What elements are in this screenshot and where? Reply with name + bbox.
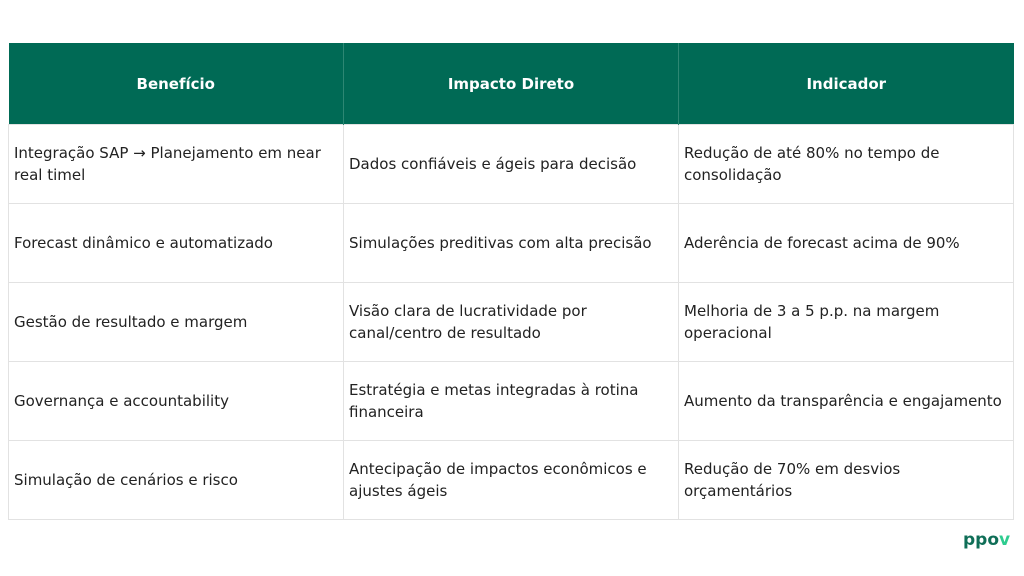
header-row — [9, 43, 1014, 125]
table-cell: Governança e accountability — [9, 362, 344, 441]
header-impacto: Impacto Direto — [344, 43, 679, 125]
benefits-table — [8, 43, 1014, 520]
table-cell: Redução de 70% em desvios orçamentários — [679, 441, 1014, 520]
table-cell: Aumento da transparência e engajamento — [679, 362, 1014, 441]
table-cell: Forecast dinâmico e automatizado — [9, 204, 344, 283]
table-cell: Simulações preditivas com alta precisão — [344, 204, 679, 283]
table-row — [9, 283, 1014, 362]
table-row — [9, 362, 1014, 441]
table-cell: Melhoria de 3 a 5 p.p. na margem operacional — [679, 283, 1014, 362]
table-row — [9, 125, 1014, 204]
table-cell: Aderência de forecast acima de 90% — [679, 204, 1014, 283]
logo-main: ppo — [963, 530, 1000, 550]
header-indicador: Indicador — [679, 43, 1014, 125]
table-cell: Gestão de resultado e margem — [9, 283, 344, 362]
ppov-logo — [963, 530, 1010, 550]
table-row — [9, 441, 1014, 520]
table-cell: Dados confiáveis e ágeis para decisão — [344, 125, 679, 204]
table-cell: Simulação de cenários e risco — [9, 441, 344, 520]
header-beneficio: Benefício — [9, 43, 344, 125]
table-cell: Visão clara de lucratividade por canal/centro de resultado — [344, 283, 679, 362]
table-cell: Antecipação de impactos econômicos e ajustes ágeis — [344, 441, 679, 520]
table-row — [9, 204, 1014, 283]
logo-accent: v — [999, 530, 1011, 550]
table-cell: Estratégia e metas integradas à rotina financeira — [344, 362, 679, 441]
table-cell: Integração SAP → Planejamento em near real timel — [9, 125, 344, 204]
table-cell: Redução de até 80% no tempo de consolidação — [679, 125, 1014, 204]
